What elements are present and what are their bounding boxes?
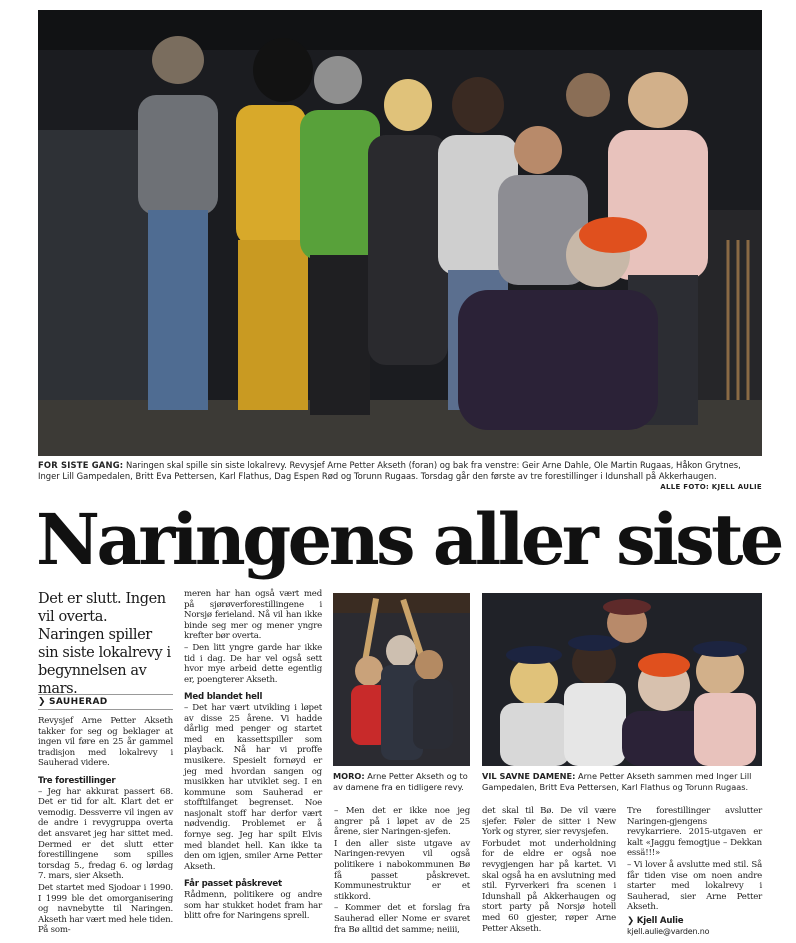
paragraph: Tre forestillinger avslutter Naringen-gjengens revykarriere. 2015-utgaven er kalt «Jaggu femogtjue – Dekkan essä!!!» xyxy=(627,806,762,859)
dateline-text: SAUHERAD xyxy=(48,697,108,707)
damene-caption-text: Arne Petter Akseth sammen med Inger Lill Gampedalen, Britt Eva Pettersen, Karl Flathus og Torunn Rugaas. xyxy=(482,771,752,792)
damene-caption-lead: VIL SAVNE DAMENE: xyxy=(482,771,576,781)
damene-photo xyxy=(482,593,762,766)
paragraph: – Men det er ikke noe jeg angrer på i løpet av de 25 årene, sier Naringen-sjefen. xyxy=(334,806,470,838)
paragraph: – Kommer det et forslag fra Sauherad eller Nome er svaret fra Bø alltid det samme; neiiii, xyxy=(334,903,470,935)
dateline xyxy=(38,694,173,710)
article-column-1 xyxy=(38,716,173,937)
paragraph: – Jeg har akkurat passert 68. Det er tid for alt. Klart det er vemodig. Dessverre vil ingen av de andre i revygruppa overta det ansvaret jeg har sittet med. Dermed er det slutt etter forestillingene som spilles torsdag 5., fredag 6. og lørdag 7. mars, sier Akseth. xyxy=(38,786,173,882)
chevron-right-icon: ❯ xyxy=(38,697,46,707)
subheading: Tre forestillinger xyxy=(38,775,116,786)
paragraph: det skal til Bø. De vil være sjefer. Føler de sitter i New York og styrer, sier revysjefen. xyxy=(482,806,616,838)
article-column-5 xyxy=(627,806,762,937)
chevron-right-icon: ❯ xyxy=(627,915,637,926)
author-email[interactable]: kjell.aulie@varden.no xyxy=(627,926,710,936)
byline-name: Kjell Aulie xyxy=(636,915,684,926)
paragraph: Revysjef Arne Petter Akseth takker for seg og beklager at ingen vil føre en 25 år gammel tradisjon med lokalrevy i Sauherad videre. xyxy=(38,716,173,769)
moro-caption-text: Arne Petter Akseth og to av damene fra en tidligere revy. xyxy=(333,771,468,792)
moro-photo xyxy=(333,593,470,766)
subheading: Får passet påskrevet xyxy=(184,879,282,890)
damene-photo-illustration xyxy=(482,593,762,766)
paragraph: Det startet med Sjodoar i 1990. I 1999 ble det omorganisering og navnebytte til Naringen. Akseth har vært med hele tiden. På som- xyxy=(38,882,173,936)
subheading: Med blandet hell xyxy=(184,692,263,703)
paragraph: I den aller siste utgave av Naringen-revyen vil også politikere i nabokommunen Bø få passet påskrevet. Kommunestruktur er et stikkord. xyxy=(334,838,470,902)
paragraph: Forbudet mot underholdning for de eldre er også noe revygjengen har på kartet. Vi skal også ha en avslutning med stil. Fyrverkeri fra scenen i Idunshall på Akkerhaugen og stort party på Norsjø hotell med 60 gjester, røper Arne Petter Akseth. xyxy=(482,838,616,934)
main-photo xyxy=(38,10,762,456)
paragraph: meren har han også vært med på sjørøverforestillingene i Norsjø ferieland. Nå vil han ikke binde seg mer og mener yngre krefter bør overta. xyxy=(184,589,322,642)
ingress: Det er slutt. Ingen vil overta. Naringen spiller sin siste lokalrevy i begynnelsen av mars. xyxy=(38,591,171,697)
caption-lead: FOR SISTE GANG: xyxy=(38,460,124,470)
moro-caption-lead: MORO: xyxy=(333,771,365,781)
paragraph: – Det har vært utvikling i løpet av disse 25 årene. Vi hadde dårlig med penger og startet med en kassettspiller som playback. Nå har vi proffe musikere. Spesielt fornøyd er jeg med hvordan sangen og musikken har utviklet seg. I en kommune som Sauherad er stofftilfanget begrenset. Noe nasjonalt stoff har derfor vært nødvendig. Problemet er å fornye seg. Jeg har spilt Elvis med blandet hell. Kan ikke ta den om igjen, smiler Arne Petter Akseth. xyxy=(184,702,322,872)
moro-photo-illustration xyxy=(333,593,470,766)
main-photo-caption xyxy=(38,460,762,493)
damene-caption xyxy=(482,771,762,792)
article-column-3 xyxy=(334,806,470,936)
main-photo-illustration xyxy=(38,10,762,456)
paragraph: – Den litt yngre garde har ikke tid i dag. De har vel også sett hvor mye arbeid dette egentlig er, poengterer Akseth. xyxy=(184,642,322,685)
caption-text: Naringen skal spille sin siste lokalrevy. Revysjef Arne Petter Akseth (foran) og bak fra venstre: Geir Arne Dahle, Ole Martin Rugaas, Håkon Grytnes, Inger Lill Gampedalen, Britt Eva Pettersen, Karl Flathus, Dag Espen Rød og Torunn Rugaas. Torsdag går den første av tre forestillinger i Idunshall på Akkerhaugen. xyxy=(38,460,741,481)
article-column-2 xyxy=(184,589,322,923)
photo-credit: ALLE FOTO: KJELL AULIE xyxy=(660,483,762,491)
headline: Naringens aller siste xyxy=(36,498,781,581)
paragraph: Rådmenn, politikere og andre som har stukket hodet fram har blitt ofre for Naringens sprell. xyxy=(184,890,322,922)
moro-caption xyxy=(333,771,470,792)
byline xyxy=(627,916,762,927)
article-column-4 xyxy=(482,806,616,935)
paragraph: – Vi lover å avslutte med stil. Så får tiden vise om noen andre starter med lokalrevy i Sauherad, sier Arne Petter Akseth. xyxy=(627,859,762,913)
